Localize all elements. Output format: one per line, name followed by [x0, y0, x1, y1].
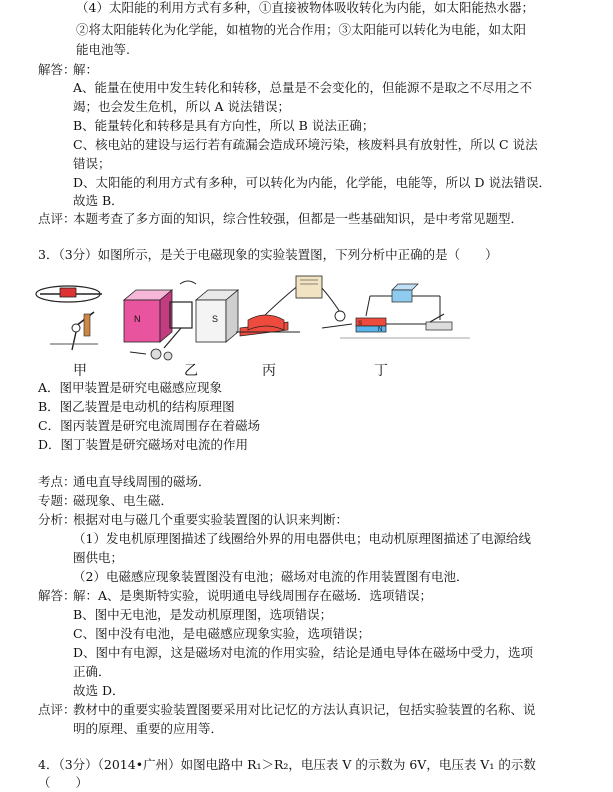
q3-option-b: B．图乙装置是电动机的结构原理图 — [38, 399, 235, 414]
q3-jieda-d2: 正确． — [73, 664, 111, 679]
q3-dianping-label: 点评： — [38, 702, 76, 717]
q2-answer-c1: C、核电站的建设与运行若有疏漏会造成环境污染，核废料具有放射性，所以 C 说法 — [73, 137, 538, 152]
figure-caption-ding: 丁 — [374, 363, 388, 379]
figure-ding-circuit — [340, 284, 470, 338]
figure-bing-rails — [236, 276, 352, 336]
q2-answer-a2: 竭；也会发生危机，所以 A 说法错误； — [73, 99, 290, 114]
q3-dianping-2: 明的原理、重要的应用等． — [73, 721, 224, 736]
q2-answer-a1: A、能量在使用中发生转化和转移，总量是不会变化的，但能源不是取之不尽用之不 — [73, 80, 533, 95]
figure-ding-n-label: N — [378, 327, 383, 333]
q2-point4-line3: 能电池等. — [76, 42, 130, 57]
q3-option-c: C．图丙装置是研究电流周围存在着磁场 — [38, 418, 261, 433]
q2-answer-b: B、能量转化和转移是具有方向性，所以 B 说法正确； — [73, 118, 375, 133]
q2-point4-line1: （4）太阳能的利用方式有多种，①直接被物体吸收转化为内能，如太阳能热水器； — [76, 0, 534, 15]
q2-comment-label: 点评： — [38, 211, 76, 226]
q3-zhuanti: 磁现象、电生磁． — [73, 493, 174, 508]
q3-jieda-a: 解：A、是奥斯特实验，说明通电导线周围存在磁场．选项错误； — [73, 588, 433, 603]
q3-option-d: D．图丁装置是研究磁场对电流的作用 — [38, 437, 249, 452]
figure-yi-n-label: N — [134, 314, 141, 324]
q3-fenxi-label: 分析： — [38, 512, 76, 527]
q2-point4-line2: ②将太阳能转化为化学能，如植物的光合作用；③太阳能可以转化为电能，如太阳 — [76, 22, 527, 37]
q3-stem: 3．（3分）如图所示，是关于电磁现象的实验装置图，下列分析中正确的是（ ） — [38, 247, 498, 262]
q2-answer-label: 解答： — [38, 62, 76, 77]
figure-ding-s-label: S — [358, 321, 363, 327]
q2-answer-conclusion: 故选 B． — [73, 193, 124, 208]
figure-caption-bing: 丙 — [262, 363, 276, 379]
figure-caption-jia: 甲 — [73, 363, 87, 379]
q3-jieda-end: 故选 D． — [73, 683, 125, 698]
q3-fenxi-1a: （1）发电机原理图描述了线圈给外界的用电器供电；电动机原理图描述了电源给线 — [73, 531, 531, 546]
q4-stem-line1: 4．（3分）（2014•广州）如图电路中 R₁＞R₂，电压表 V 的示数为 6V，电压表 V₁ 的示数 — [38, 757, 536, 772]
figure-yi-s-label: S — [212, 314, 219, 324]
q3-zhuanti-label: 专题： — [38, 493, 76, 508]
q3-kaodian-label: 考点： — [38, 474, 76, 489]
q3-figure-strip — [0, 272, 613, 372]
q3-fenxi: 根据对电与磁几个重要实验装置图的认识来判断： — [73, 512, 349, 527]
q2-comment-text: 本题考查了多方面的知识，综合性较强，但都是一些基础知识，是中考常见题型． — [73, 211, 524, 226]
q3-fenxi-2: （2）电磁感应现象装置图没有电池；磁场对电流的作用装置图有电池． — [73, 569, 469, 584]
q3-jieda-c: C、图中没有电池，是电磁感应现象实验，选项错误； — [73, 626, 371, 641]
q2-answer-d1: D、太阳能的利用方式有多种，可以转化为内能，化学能，电能等，所以 D 说法错误． — [73, 175, 551, 190]
q3-jieda-label: 解答： — [38, 588, 76, 603]
q3-jieda-b: B、图中无电池，是发动机原理图，选项错误； — [73, 607, 333, 622]
q3-kaodian: 通电直导线周围的磁场． — [73, 474, 211, 489]
figure-jia-oersted — [36, 286, 102, 350]
figure-yi-generator — [124, 281, 238, 360]
q2-answer-lead: 解： — [73, 62, 99, 77]
q4-stem-line2: （ ） — [38, 775, 89, 790]
figure-caption-yi: 乙 — [184, 363, 198, 379]
q2-answer-c2: 错误； — [73, 156, 111, 171]
q3-option-a: A．图甲装置是研究电磁感应现象 — [38, 380, 223, 395]
q3-fenxi-1b: 圈供电； — [73, 550, 124, 565]
q3-dianping-1: 教材中的重要实验装置图要采用对比记忆的方法认真识记，包括实验装置的名称、说 — [73, 702, 536, 717]
q3-jieda-d1: D、图中有电源，这是磁场对电流的作用实验，结论是通电导体在磁场中受力，选项 — [73, 645, 534, 660]
